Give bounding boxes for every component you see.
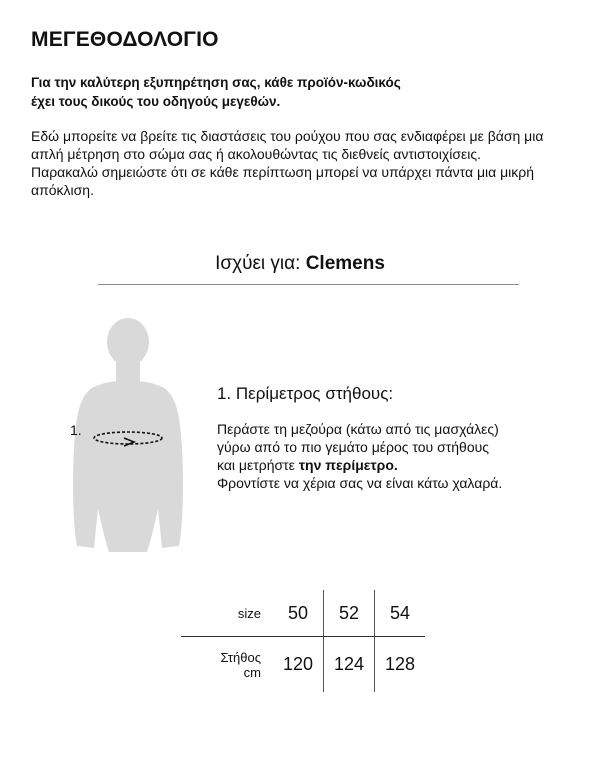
intro-line-2: έχει τους δικούς του οδηγούς μεγεθών. [31,94,281,109]
size-cell: 52 [324,590,375,637]
intro-line-1: Για την καλύτερη εξυπηρέτηση σας, κάθε προϊόν-κωδικός [31,75,401,90]
chest-cell: 120 [282,654,314,674]
instruction-line-3-text: και μετρήστε [217,457,299,473]
applies-to-label: Ισχύει για: [215,253,306,274]
size-table [181,590,425,692]
applies-to-heading [0,253,600,275]
chest-cell: 128 [375,637,426,693]
intro-bold-text [31,73,551,111]
size-cell: 54 [375,590,426,637]
row-header-size: size [181,590,273,637]
instruction-line-3-bold: την περίμετρο. [298,457,398,473]
table-row-chest [181,637,425,693]
chest-cell: 124 [324,637,375,693]
measurement-title: 1. Περίμετρος στήθους: [217,384,394,403]
measure-marker-1: 1. [70,422,82,438]
instruction-line-3 [217,456,577,474]
intro-body [31,127,561,199]
measurement-instructions [217,420,577,492]
instruction-line-1: Περάστε τη μεζούρα (κάτω από τις μασχάλες) [217,421,499,437]
intro-paragraph-1: Εδώ μπορείτε να βρείτε τις διαστάσεις του ρούχου που σας ενδιαφέρει με βάση μια απλή μέτρηση στο σώμα σας ή ακολουθώντας τις διεθνείς αντιστοιχίσεις. [31,128,544,162]
page-title: ΜΕΓΕΘΟΔΟΛΟΓΙΟ [31,28,219,51]
instruction-line-4: Φροντίστε να χέρια σας να είναι κάτω χαλαρά. [217,475,503,491]
size-cell: 50 [273,590,324,637]
heading-divider [98,284,519,285]
table-row-size [181,590,425,637]
chest-label: Στήθος [220,649,261,665]
instruction-line-2: γύρω από το πιο γεμάτο μέρος του στήθους [217,439,490,455]
intro-paragraph-2: Παρακαλώ σημειώστε ότι σε κάθε περίπτωση μπορεί να υπάρχει πάντα μια μικρή απόκλιση. [31,164,535,198]
product-name: Clemens [305,253,385,274]
body-silhouette-icon [62,318,212,564]
chest-unit: cm [243,664,261,680]
row-header-chest [181,637,273,693]
